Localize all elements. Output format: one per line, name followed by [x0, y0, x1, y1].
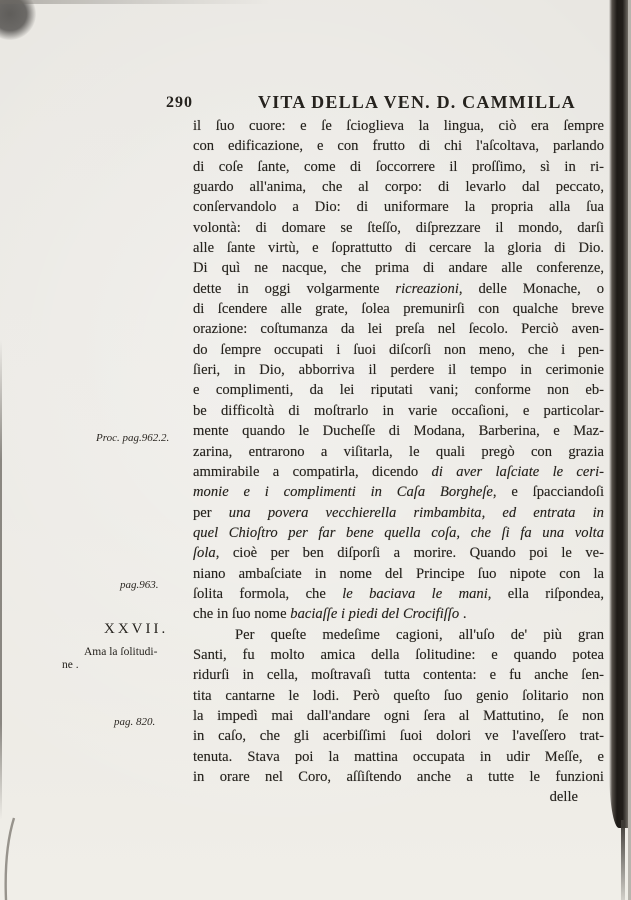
margin-chapter-title-line1: Ama la ſolitudi-: [84, 646, 158, 658]
text-line: dette in oggi volgarmente ricreazioni, delle Monache, o: [193, 280, 604, 297]
scan-top-smudge: [0, 0, 270, 4]
catchword: delle: [549, 789, 578, 806]
text-line: guardo all'anima, che al corpo: di levarlo dal peccato,: [193, 179, 604, 196]
text-line: ſieri, in Dio, abborriva il perdere il tempo in cerimonie: [193, 362, 604, 379]
text-line: il ſuo cuore: e ſe ſcioglieva la lingua, ciò era ſempre: [193, 118, 604, 134]
text-line: in orare nel Coro, aſſiſtendo anche a tutte le funzioni: [193, 769, 604, 785]
body-text: [193, 116, 604, 808]
text-line: zarina, entrarono a viſitarla, le quali pregò con grazia: [193, 443, 604, 460]
text-line: Per queſte medeſime cagioni, all'uſo de' più gran: [235, 626, 604, 643]
text-line: do ſempre occupati i ſuoi diſcorſi non meno, che i pen-: [193, 341, 604, 358]
text-line: tenuta. Stava poi la mattina occupata in udir Meſſe, e: [193, 748, 604, 765]
text-line: ridurſi in cella, moſtravaſi tutta contenta: e fu anche ſen-: [193, 667, 604, 684]
scan-corner-shadow: [0, 0, 36, 40]
text-line: Santi, fu molto amica della ſolitudine: e quando potea: [193, 646, 604, 663]
margin-note-proc-ref: Proc. pag.962.2.: [96, 432, 170, 444]
text-line: che in ſuo nome baciaſſe i piedi del Crocifiſſo .: [193, 606, 467, 623]
text-line: di coſe ſante, come di ſoccorrere il proſſimo, sì in ri-: [193, 158, 604, 175]
text-line: la impedì mai dall'andare ogni ſera al Mattutino, ſe non: [193, 707, 604, 724]
text-line: per una povera vecchierella rimbambita, ed entrata in: [193, 504, 604, 521]
text-line: niano ambaſciate in nome del Principe ſuo nipote con la: [193, 565, 604, 582]
scan-gutter-shadow-tail: [621, 820, 625, 900]
scan-left-edge-line: [0, 340, 2, 820]
text-line: con edificazione, e con frutto di chi l'aſcoltava, parlando: [193, 138, 604, 155]
text-line: orazione: coſtumanza da lei preſa nel ſecolo. Perciò aven-: [193, 321, 604, 338]
text-line: be difficoltà di moſtrarlo in varie occaſioni, e particolar-: [193, 402, 604, 419]
page-number: 290: [166, 94, 193, 111]
running-title: VITA DELLA VEN. D. CAMMILLA: [258, 92, 576, 112]
text-line: alle ſante virtù, e ſoprattutto di cercare la gloria di Dio.: [193, 240, 604, 257]
body-lines: [193, 116, 604, 787]
text-line: in caſo, che gli acerbiſſimi ſuoi dolori ve l'aveſſero trat-: [193, 728, 604, 745]
text-line: ſolita formola, che le baciava le mani, ella riſpondea,: [193, 585, 604, 602]
margin-note-pag-963: pag.963.: [120, 579, 159, 591]
text-line: volontà: di domare se ſteſſo, diſprezzare il mondo, darſi: [193, 219, 604, 236]
text-line: monie e i complimenti in Caſa Borgheſe, e ſpacciandoſi: [193, 484, 604, 501]
margin-chapter-title-line2: ne .: [62, 659, 79, 671]
scan-page-curl-line: [0, 810, 30, 900]
text-line: tita cantarne le lodi. Però queſto ſuo genio ſolitario non: [193, 687, 604, 704]
text-line: di ſcendere alle grate, ſolea premunirſi con qualche breve: [193, 301, 604, 318]
text-line: ſola, cioè per ben diſporſi a morire. Quando poi le ve-: [193, 545, 604, 562]
text-line: e complimenti, da lei riputati vani; conforme non eb-: [193, 382, 604, 399]
margin-note-pag-820: pag. 820.: [114, 716, 156, 728]
margin-chapter-number: XXVII.: [104, 621, 169, 637]
text-line: ammirabile a compatirla, dicendo di aver laſciate le ceri-: [193, 463, 604, 480]
text-line: quel Chioſtro per far bene quella coſa, che ſi fa una volta: [193, 524, 604, 541]
scan-gutter-shadow: [609, 0, 628, 828]
text-line: conſervandolo a Dio: di uniformare la propria alla ſua: [193, 199, 604, 216]
text-line: mente quando le Ducheſſe di Modana, Barberina, e Maz-: [193, 423, 604, 440]
text-line: Di quì ne nacque, che prima di andare alle conferenze,: [193, 260, 604, 277]
